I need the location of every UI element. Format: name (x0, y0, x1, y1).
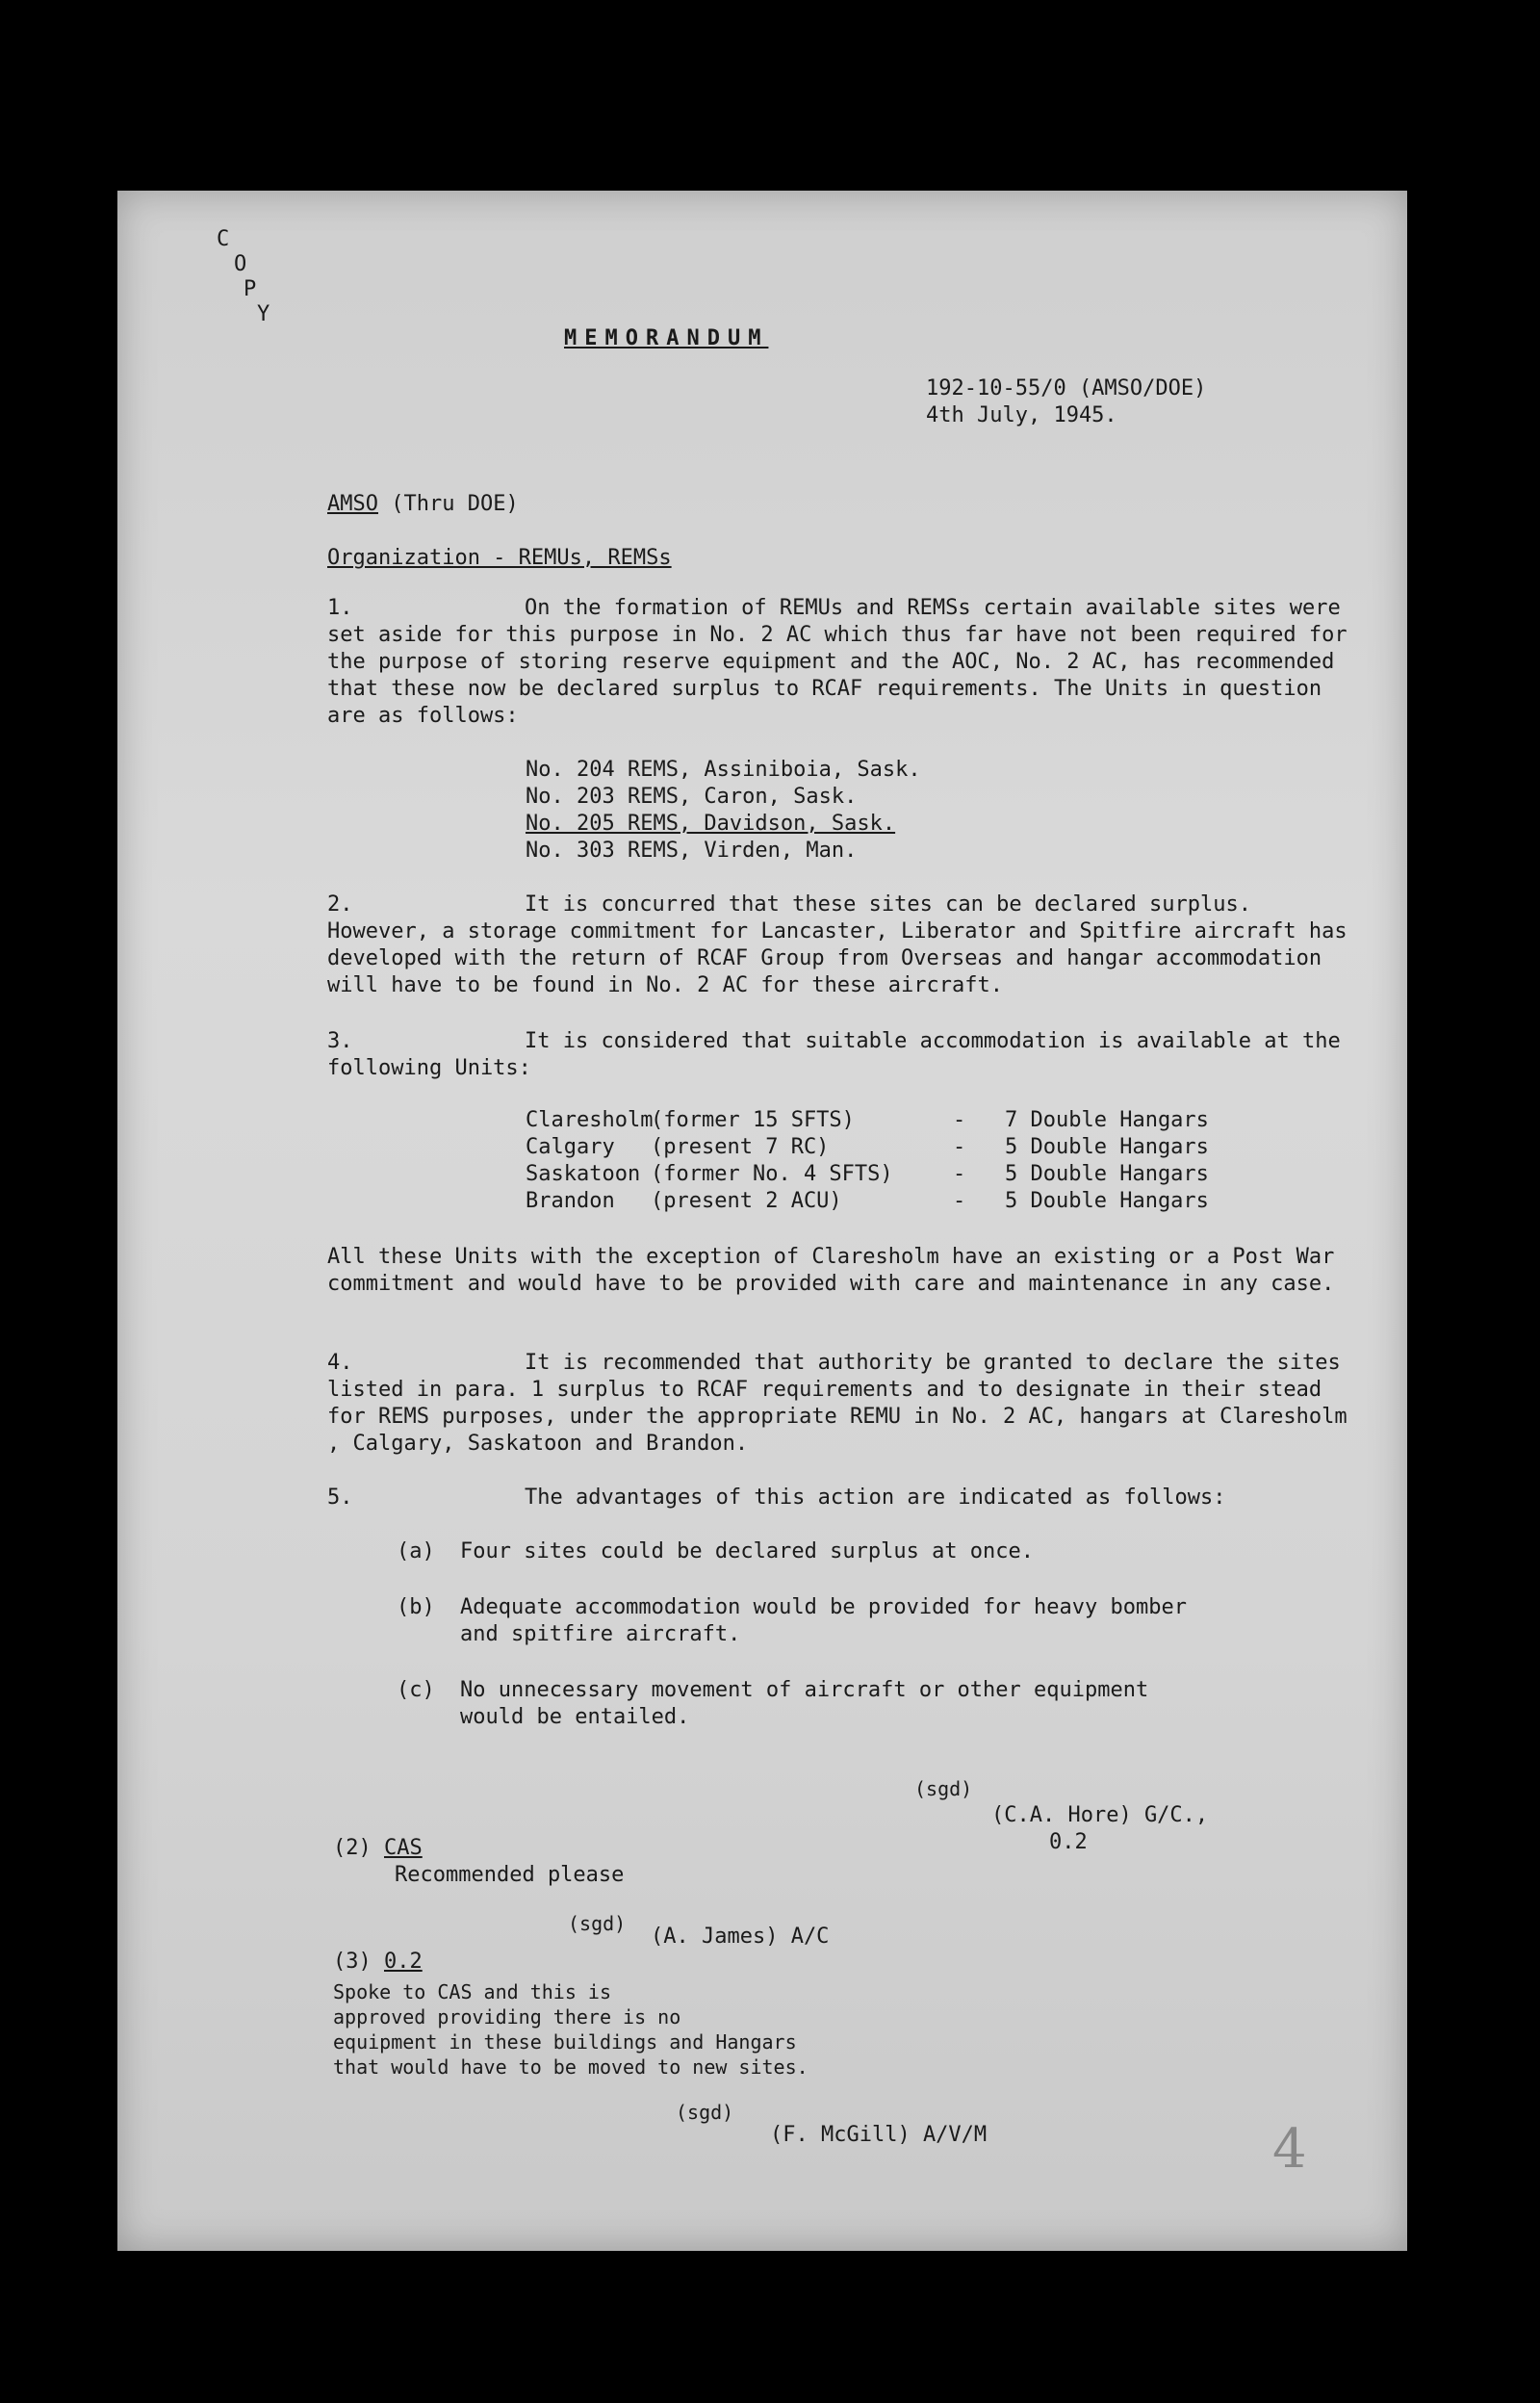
unit-line: No. 203 REMS, Caron, Sask. (526, 785, 858, 809)
unit-line: No. 303 REMS, Virden, Man. (526, 839, 858, 863)
unit-name: Claresholm (526, 1108, 654, 1132)
para-number: 1. (327, 596, 353, 620)
minute-number: (3) (333, 1950, 372, 1974)
unit-dash: - (953, 1162, 966, 1186)
para-number: 2. (327, 892, 353, 917)
minute-to: CAS (384, 1836, 423, 1860)
minute-to: 0.2 (384, 1950, 423, 1974)
para-text: The advantages of this action are indicated as follows: (525, 1486, 1226, 1510)
minute-2 (333, 1835, 423, 1862)
para-text: On the formation of REMUs and REMSs certain available sites were set aside for this purpose in No. 2 AC which thus far have not been required for the purpose of storing reserve equipment and the AOC, No. 2 AC, has recommended that these now be declared surplus to RCAF requirements. The Units in question are as follows: (327, 596, 1348, 728)
sgd-mark: (sgd) (568, 1912, 627, 1935)
item-label: (c) (397, 1678, 435, 1702)
signatory-title: 0.2 (1049, 1830, 1088, 1854)
signatory-name: (A. James) A/C (651, 1925, 830, 1949)
signatory-name: (F. McGill) A/V/M (770, 2123, 988, 2147)
unit-dash: - (953, 1108, 966, 1132)
signatory-name: (C.A. Hore) G/C., (991, 1803, 1209, 1827)
para-text: It is recommended that authority be granted to declare the sites listed in para. 1 surplus to RCAF requirements and to designate in their stead for REMS purposes, under the appropriate REMU in No. 2 AC, hangars at Claresholm , Calgary, Saskatoon and Brandon. (327, 1351, 1348, 1456)
unit-dash: - (953, 1189, 966, 1213)
unit-note: (former 15 SFTS) (651, 1108, 855, 1132)
para-number: 3. (327, 1029, 353, 1053)
unit-hangars: 5 Double Hangars (1005, 1135, 1209, 1159)
unit-note: (present 7 RC) (651, 1135, 830, 1159)
reference-number: 192-10-55/0 (AMSO/DOE) (926, 376, 1207, 400)
addressee-to: AMSO (327, 492, 378, 516)
minute-3-line: equipment in these buildings and Hangars (333, 2030, 797, 2054)
para-number: 5. (327, 1486, 353, 1510)
item-text: Four sites could be declared surplus at once. (460, 1539, 1035, 1563)
paragraph-5 (327, 1485, 1348, 1512)
copy-letter: P (244, 277, 257, 301)
unit-name: Calgary (526, 1135, 615, 1159)
copy-letter: C (217, 227, 230, 251)
sgd-mark: (sgd) (914, 1777, 973, 1800)
unit-note: (present 2 ACU) (651, 1189, 842, 1213)
minute-3-line: that would have to be moved to new sites. (333, 2055, 808, 2079)
item-text: No unnecessary movement of aircraft or other equipment would be entailed. (460, 1678, 1149, 1729)
minute-number: (2) (333, 1836, 372, 1860)
paragraph-3 (327, 1028, 1348, 1082)
copy-letter: O (234, 252, 247, 276)
addressee-via: (Thru DOE) (391, 492, 519, 516)
unit-name: Brandon (526, 1189, 615, 1213)
unit-dash: - (953, 1135, 966, 1159)
para-text: It is considered that suitable accommodation is available at the following Units: (327, 1029, 1341, 1080)
item-label: (a) (397, 1539, 435, 1563)
unit-line: No. 204 REMS, Assiniboia, Sask. (526, 758, 921, 782)
unit-hangars: 7 Double Hangars (1005, 1108, 1209, 1132)
para-text: It is concurred that these sites can be declared surplus. However, a storage commitment for Lancaster, Liberator and Spitfire aircraft has developed with the return of RCAF Group from Overseas and hangar accommodation will have to be found in No. 2 AC for these aircraft. (327, 892, 1348, 997)
copy-letter: Y (257, 302, 270, 326)
paragraph-3-after: All these Units with the exception of Claresholm have an existing or a Post War commitment and would have to be provided with care and maintenance in any case. (327, 1245, 1335, 1296)
paragraph-1 (327, 595, 1348, 730)
subject-line: Organization - REMUs, REMSs (327, 546, 672, 570)
minute-2-text: Recommended please (395, 1863, 625, 1887)
para-number: 4. (327, 1351, 353, 1375)
unit-name: Saskatoon (526, 1162, 641, 1186)
unit-note: (former No. 4 SFTS) (651, 1162, 893, 1186)
unit-hangars: 5 Double Hangars (1005, 1189, 1209, 1213)
unit-hangars: 5 Double Hangars (1005, 1162, 1209, 1186)
minute-3-line: Spoke to CAS and this is (333, 1980, 611, 2003)
unit-line: No. 205 REMS, Davidson, Sask. (526, 812, 896, 836)
item-text: Adequate accommodation would be provided for heavy bomber and spitfire aircraft. (460, 1595, 1187, 1646)
paragraph-2 (327, 891, 1348, 999)
page-number: 4 (1272, 2118, 1307, 2181)
memo-date: 4th July, 1945. (926, 403, 1117, 427)
minute-3 (333, 1949, 423, 1976)
sgd-mark: (sgd) (676, 2101, 734, 2124)
addressee (327, 491, 519, 518)
item-label: (b) (397, 1595, 435, 1619)
paragraph-4 (327, 1350, 1348, 1458)
memo-title: MEMORANDUM (564, 326, 769, 350)
minute-3-line: approved providing there is no (333, 2005, 681, 2028)
